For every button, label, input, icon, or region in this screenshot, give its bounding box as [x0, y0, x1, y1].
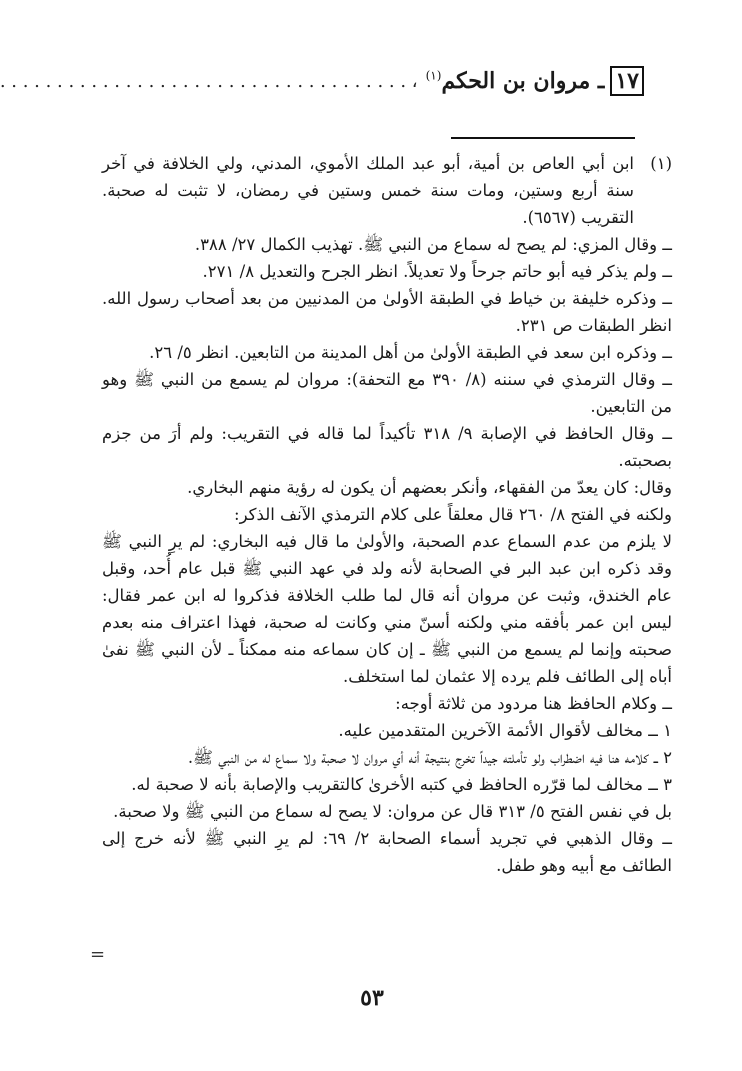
footnote-paragraph: ــ وذكره خليفة بن خياط في الطبقة الأولىٰ من المدنيين من بعد أصحاب رسول الله. انظر الطبقات ص ٢٣١. — [102, 289, 672, 335]
entry-number-box: ١٧ — [610, 66, 644, 96]
footnote-marker: (١) — [650, 154, 672, 173]
footnote-paragraph: وقال: كان يعدّ من الفقهاء، وأنكر بعضهم أن يكون له رؤية منهم البخاري. — [187, 478, 672, 497]
footnote-text: ابن أبي العاص بن أمية، أبو عبد الملك الأموي، المدني، ولي الخلافة في آخر سنة أربع وستين، ومات سنة خمس وستين في رمضان، لا تثبت له صحبة. التقريب (٦٥٦٧). — [102, 154, 634, 227]
footnote-paragraph: ــ وذكره ابن سعد في الطبقة الأولىٰ من أهل المدينة من التابعين. انظر ٥/ ٢٦. — [149, 343, 672, 362]
footnote-paragraph — [102, 150, 672, 231]
footnote-paragraph: بل في نفس الفتح ٥/ ٣١٣ قال عن مروان: لا يصح له سماع من النبي ﷺ ولا صحبة. — [113, 802, 672, 821]
footnote-paragraph: ــ وقال الترمذي في سننه (٨/ ٣٩٠ مع التحفة): مروان لم يسمع من النبي ﷺ وهو من التابعين. — [102, 370, 672, 416]
footnote-paragraph: لا يلزم من عدم السماع عدم الصحبة، والأولىٰ ما قال فيه البخاري: لم يرِ النبي ﷺ وقد ذكره ابن عبد البر في الصحابة لأنه ولد في عهد النبي ﷺ قبل عام أُحد، وقبل عام الخندق، وثبت عن مروان أنه قال لما طلب الخلافة فذكروا له ابن عمر فقال: ليس ابن عمر بأفقه مني ولكنه أسنّ مني وكانت له صحبة، فهذا اعتراف منه بعدم صحبته وإنما لم يسمع من النبي ﷺ ـ إن كان سماعه منه ممكناً ـ لأن النبي ﷺ نفىٰ أباه إلى الطائف فلم يرده إلا عثمان لما استخلف. — [102, 532, 672, 686]
footnote-paragraph: ٣ ــ مخالف لما قرّره الحافظ في كتبه الأخرىٰ كالتقريب والإصابة بأنه لا صحبة له. — [131, 775, 672, 794]
entry-title-text: ـ مروان بن الحكم — [441, 68, 605, 94]
page-header — [0, 64, 644, 98]
entry-title — [426, 68, 605, 94]
footnote-paragraph: ــ وقال الذهبي في تجريد أسماء الصحابة ٢/ ٦٩: لم يرِ النبي ﷺ لأنه خرج إلى الطائف مع أبيه وهو طفل. — [102, 829, 672, 875]
continuation-mark: = — [90, 944, 106, 965]
footnote-paragraph: ولكنه في الفتح ٨/ ٢٦٠ قال معلقاً على كلام الترمذي الآنف الذكر: — [234, 505, 672, 524]
book-page — [2, 0, 742, 1071]
footnote-paragraph: ــ وقال الحافظ في الإصابة ٩/ ٣١٨ تأكيداً لما قاله في التقريب: ولم أرَ من جزم بصحبته. — [102, 424, 672, 470]
footnote-paragraph: ١ ــ مخالف لأقوال الأئمة الآخرين المتقدمين عليه. — [338, 721, 672, 740]
footnote-paragraph: ــ وكلام الحافظ هنا مردود من ثلاثة أوجه: — [395, 694, 672, 713]
footnote-paragraph: ــ ولم يذكر فيه أبو حاتم جرحاً ولا تعديلاً. انظر الجرح والتعديل ٨/ ٢٧١. — [202, 262, 672, 281]
title-footnote-ref: (١) — [425, 68, 442, 83]
page-number: ٥٣ — [360, 985, 384, 1011]
leader-dots: ، . . . . . . . . . . . . . . . . . . . . . . . . . . . . . . . . . . . . — [0, 70, 418, 92]
footnote-paragraph: ٢ ــ كلامه هنا فيه اضطراب ولو تأملته جيداً تخرج بنتيجة أنه أي مروان لا صحبة ولا سماع له من النبي ﷺ. — [187, 748, 672, 767]
footnote-divider — [451, 137, 635, 139]
footnote-paragraph: ــ وقال المزي: لم يصح له سماع من النبي ﷺ. تهذيب الكمال ٢٧/ ٣٨٨. — [194, 235, 672, 254]
footnotes-block — [102, 150, 672, 879]
